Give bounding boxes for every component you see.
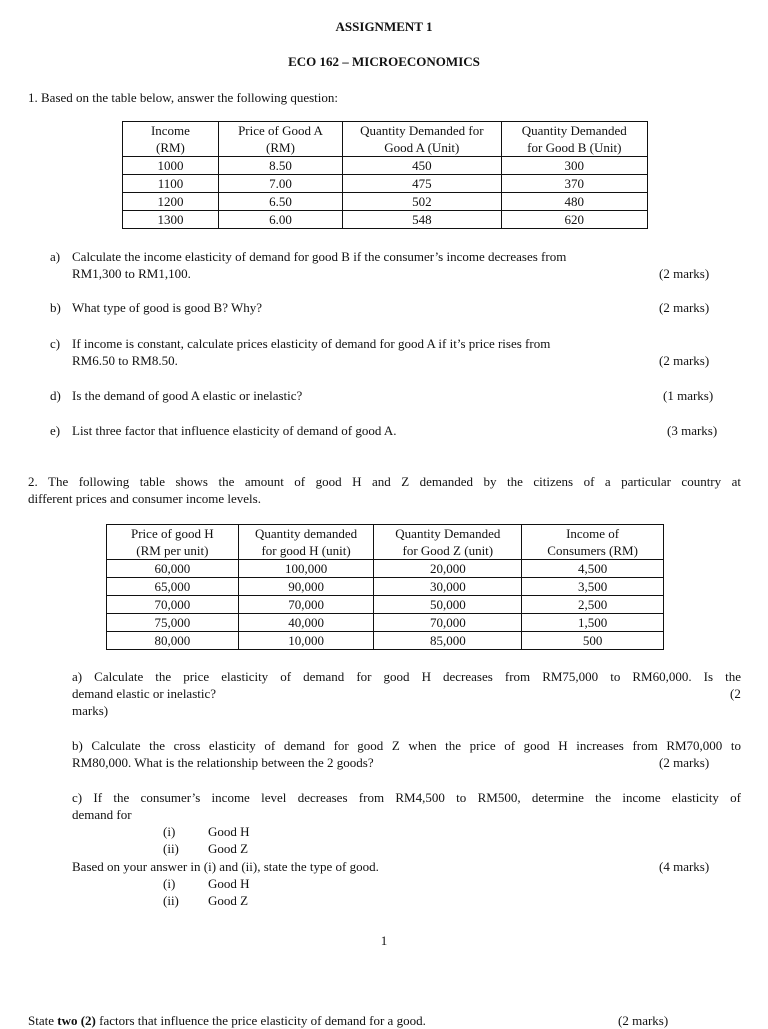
header-line: Income of	[566, 526, 620, 541]
q2-intro-2: different prices and consumer income levels.	[28, 491, 261, 506]
table-row	[107, 596, 664, 614]
table-row	[107, 578, 664, 596]
table-cell: 620	[501, 211, 647, 229]
table-row	[123, 211, 648, 229]
table-cell: 6.50	[218, 193, 342, 211]
course-title: ECO 162 – MICROECONOMICS	[288, 54, 480, 69]
q1-table	[122, 121, 648, 229]
table-cell: 70,000	[374, 614, 522, 632]
header-line: (RM per unit)	[136, 543, 209, 558]
table-header-cell	[501, 122, 647, 157]
table-cell: 300	[501, 157, 647, 175]
q2-table	[106, 524, 664, 650]
header-line: Quantity demanded	[254, 526, 358, 541]
header-line: Price of good H	[131, 526, 214, 541]
table-header-cell	[238, 525, 374, 560]
table-cell: 50,000	[374, 596, 522, 614]
q2-c-list2-num-1: (i)	[163, 876, 176, 891]
table-header-row	[123, 122, 648, 157]
table-cell: 65,000	[107, 578, 239, 596]
table-cell: 80,000	[107, 632, 239, 650]
table-cell: 370	[501, 175, 647, 193]
assignment-title: ASSIGNMENT 1	[335, 19, 433, 34]
table-row	[123, 157, 648, 175]
q2-c-list1-num-2: (ii)	[163, 841, 179, 856]
q2-part-b-text: b) Calculate the cross elasticity of demand for good Z when the price of good H increases from RM70,000 to	[72, 738, 741, 753]
table-cell: 500	[522, 632, 664, 650]
header-line: Quantity Demanded	[395, 526, 501, 541]
header-line: Quantity Demanded for	[360, 123, 484, 138]
table-cell: 75,000	[107, 614, 239, 632]
q2-part-b-marks: (2 marks)	[659, 755, 710, 770]
q2-intro: 2. The following table shows the amount of good H and Z demanded by the citizens of a particular country at	[28, 474, 741, 489]
q1-part-a-label: a)	[50, 249, 61, 264]
q2-part-a-text-2: demand elastic or inelastic?	[72, 686, 217, 701]
table-cell: 30,000	[374, 578, 522, 596]
table-header-cell	[123, 122, 219, 157]
q3-text-bold: two (2)	[57, 1013, 96, 1028]
table-header-cell	[374, 525, 522, 560]
q3-text-before: State	[28, 1013, 58, 1028]
q3-text	[28, 1012, 426, 1029]
q1-part-d-marks: (1 marks)	[663, 388, 714, 403]
q2-c-list2-item-2: Good Z	[208, 893, 249, 908]
table-cell: 6.00	[218, 211, 342, 229]
table-cell: 3,500	[522, 578, 664, 596]
q2-part-c-text-3: Based on your answer in (i) and (ii), state the type of good.	[72, 859, 379, 874]
header-line: (RM)	[266, 140, 295, 155]
q2-part-c-text-2: demand for	[72, 807, 132, 822]
table-row	[107, 632, 664, 650]
header-line: Income	[150, 123, 190, 138]
table-cell: 70,000	[238, 596, 374, 614]
q1-part-b-text: What type of good is good B? Why?	[72, 300, 263, 315]
table-cell: 60,000	[107, 560, 239, 578]
q2-c-list2-num-2: (ii)	[163, 893, 179, 908]
table-cell: 475	[343, 175, 502, 193]
q1-part-b-label: b)	[50, 300, 61, 315]
table-cell: 450	[343, 157, 502, 175]
q2-c-list1-item-2: Good Z	[208, 841, 249, 856]
q1-part-e-text: List three factor that influence elasticity of demand of good A.	[72, 423, 397, 438]
table-cell: 10,000	[238, 632, 374, 650]
q2-c-list2-item-1: Good H	[208, 876, 250, 891]
q1-part-a-marks: (2 marks)	[659, 266, 710, 281]
q1-part-e-marks: (3 marks)	[667, 423, 718, 438]
q3-text-after: factors that influence the price elasticity of demand for a good.	[95, 1013, 426, 1028]
table-cell: 8.50	[218, 157, 342, 175]
q1-part-c-text: If income is constant, calculate prices elasticity of demand for good A if it’s price rises from	[72, 336, 551, 351]
q1-part-a-text: Calculate the income elasticity of demand for good B if the consumer’s income decreases from	[72, 249, 567, 264]
table-row	[107, 560, 664, 578]
q2-part-a-marks-2: marks)	[72, 703, 109, 718]
q2-part-b-text-2: RM80,000. What is the relationship between the 2 goods?	[72, 755, 374, 770]
header-line: Good A (Unit)	[384, 140, 460, 155]
table-cell: 1,500	[522, 614, 664, 632]
q2-c-list1-num-1: (i)	[163, 824, 176, 839]
q3-marks: (2 marks)	[618, 1013, 669, 1028]
table-cell: 1000	[123, 157, 219, 175]
table-cell: 2,500	[522, 596, 664, 614]
table-cell: 90,000	[238, 578, 374, 596]
header-line: Consumers (RM)	[547, 543, 638, 558]
table-row	[107, 614, 664, 632]
q1-part-e-label: e)	[50, 423, 61, 438]
table-cell: 1100	[123, 175, 219, 193]
table-cell: 480	[501, 193, 647, 211]
table-cell: 100,000	[238, 560, 374, 578]
table-cell: 7.00	[218, 175, 342, 193]
table-row	[123, 175, 648, 193]
header-line: (RM)	[156, 140, 185, 155]
table-cell: 548	[343, 211, 502, 229]
table-cell: 40,000	[238, 614, 374, 632]
q2-part-a-marks: (2	[730, 686, 741, 701]
q2-c-list1-item-1: Good H	[208, 824, 250, 839]
table-cell: 20,000	[374, 560, 522, 578]
q1-part-c-text-2: RM6.50 to RM8.50.	[72, 353, 178, 368]
table-cell: 85,000	[374, 632, 522, 650]
table-cell: 1300	[123, 211, 219, 229]
q2-part-c-text: c) If the consumer’s income level decreases from RM4,500 to RM500, determine the income elasticity of	[72, 790, 741, 805]
table-header-cell	[343, 122, 502, 157]
table-row	[123, 193, 648, 211]
q2-part-c-marks: (4 marks)	[659, 859, 710, 874]
q2-part-a-text: a) Calculate the price elasticity of demand for good H decreases from RM75,000 to RM60,000. Is the	[72, 669, 741, 684]
header-line: Price of Good A	[238, 123, 323, 138]
table-header-row	[107, 525, 664, 560]
q1-part-d-text: Is the demand of good A elastic or inelastic?	[72, 388, 303, 403]
q1-part-c-label: c)	[50, 336, 61, 351]
table-cell: 70,000	[107, 596, 239, 614]
header-line: for Good Z (unit)	[402, 543, 494, 558]
table-header-cell	[218, 122, 342, 157]
header-line: for good H (unit)	[261, 543, 351, 558]
page-number: 1	[380, 933, 388, 948]
q1-part-d-label: d)	[50, 388, 61, 403]
q1-part-a-text-2: RM1,300 to RM1,100.	[72, 266, 191, 281]
q1-part-b-marks: (2 marks)	[659, 300, 710, 315]
table-cell: 1200	[123, 193, 219, 211]
table-cell: 4,500	[522, 560, 664, 578]
header-line: Quantity Demanded	[521, 123, 627, 138]
table-cell: 502	[343, 193, 502, 211]
q1-part-c-marks: (2 marks)	[659, 353, 710, 368]
table-header-cell	[107, 525, 239, 560]
table-header-cell	[522, 525, 664, 560]
header-line: for Good B (Unit)	[527, 140, 622, 155]
q1-intro: 1. Based on the table below, answer the following question:	[28, 90, 339, 105]
